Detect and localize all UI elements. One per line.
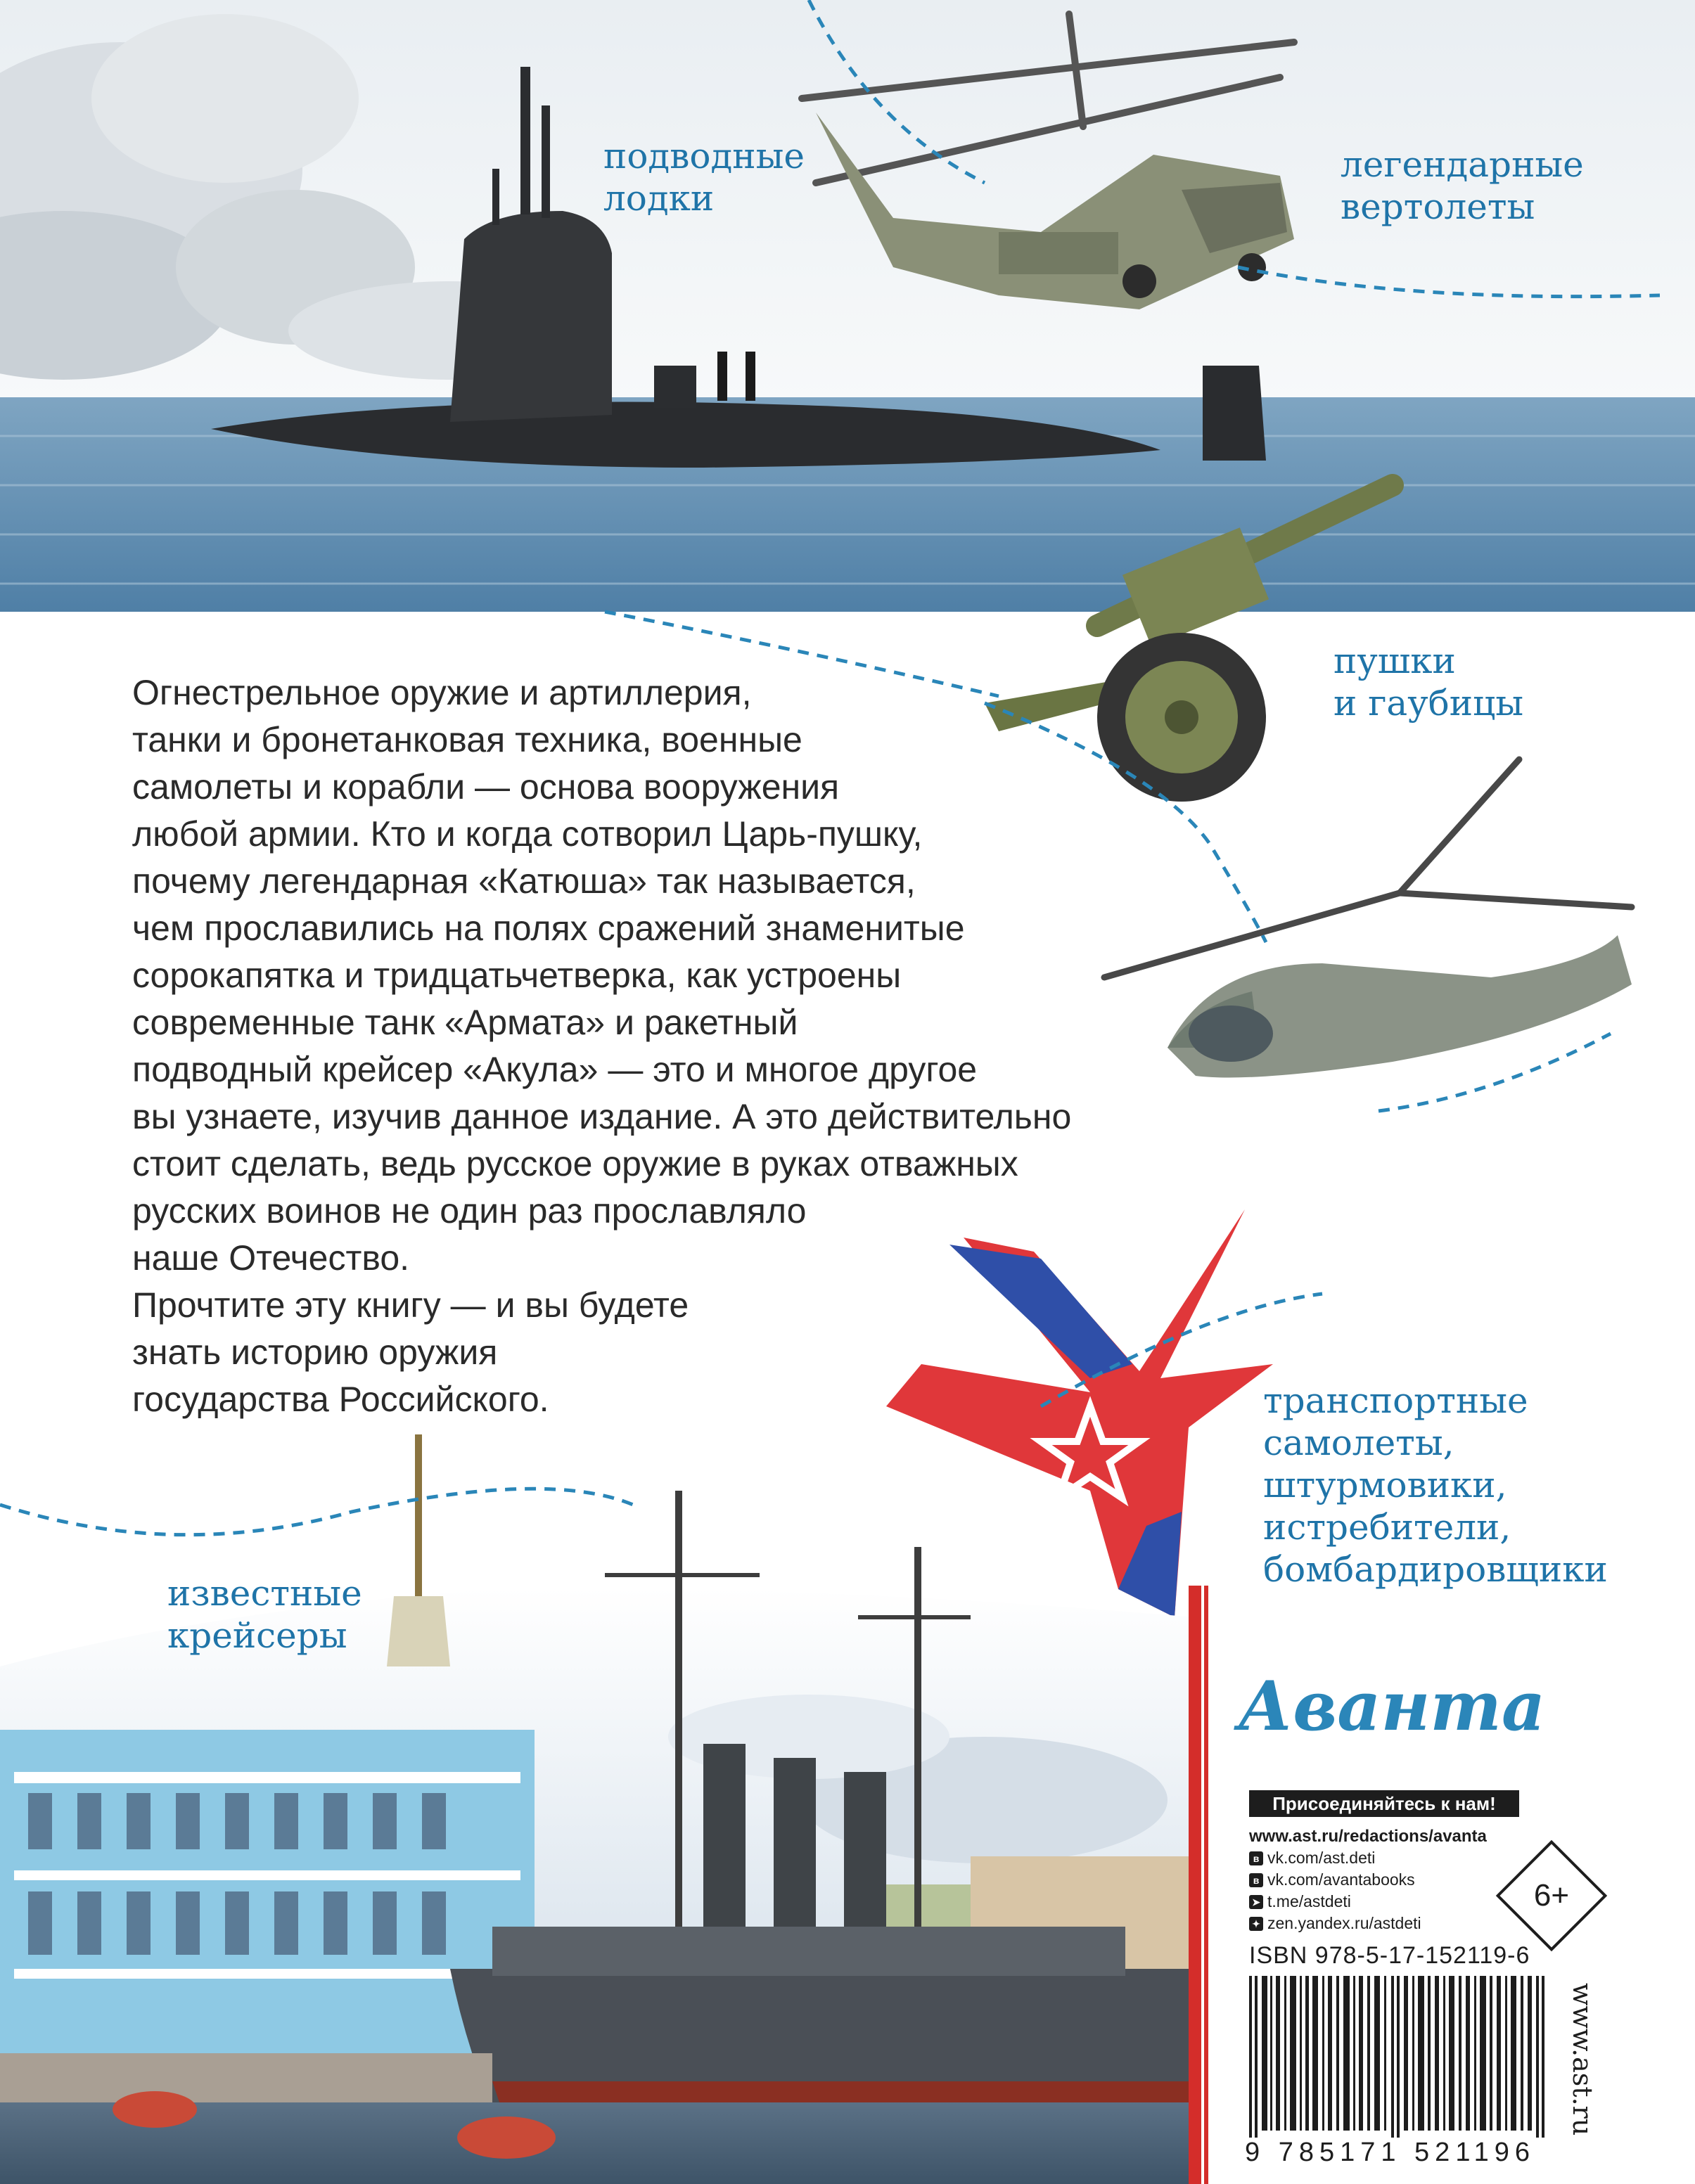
website-link[interactable]: www.ast.ru/redactions/avanta bbox=[1249, 1827, 1487, 1846]
social-link-telegram[interactable] bbox=[1249, 1891, 1487, 1913]
description-paragraph-2: Прочтите эту книгу — и вы будете знать историю оружия государства Российского. bbox=[132, 1285, 689, 1419]
label-cruisers: известные крейсеры bbox=[167, 1573, 362, 1656]
label-guns: пушки и гаубицы bbox=[1333, 641, 1524, 724]
description-paragraph-1: Огнестрельное оружие и артиллерия, танки и бронетанковая техника, военные самолеты и корабли — основа вооружения любой армии. Кто и когда сотворил Царь-пушку, почему легендарная «Катюша» так называется, чем прославились на полях сражений знаменитые сорокапятка и тридцатьчетверка, как устроены современные танк «Армата» и ракетный подводный крейсер «Акула» — это и многое другое вы узнаете, изучив данное издание. А это действительно стоит сделать, ведь русское оружие в руках отважных русских воинов не один раз прославляло наше Отечество. bbox=[132, 673, 1072, 1278]
telegram-icon: ➤ bbox=[1249, 1895, 1263, 1909]
age-rating-text: 6+ bbox=[1533, 1878, 1570, 1913]
social-link-vk-astdeti[interactable] bbox=[1249, 1847, 1487, 1869]
social-link-text: t.me/astdeti bbox=[1267, 1892, 1351, 1910]
label-submarines: подводные лодки bbox=[603, 136, 805, 219]
book-description bbox=[132, 669, 1215, 1423]
label-helicopters: легендарные вертолеты bbox=[1341, 144, 1584, 227]
barcode-image bbox=[1249, 1976, 1544, 2138]
zen-icon: ✦ bbox=[1249, 1917, 1263, 1931]
publisher-links bbox=[1249, 1825, 1487, 1934]
publisher-site-vertical[interactable]: www.ast.ru bbox=[1567, 1983, 1598, 2136]
label-aircraft: транспортные самолеты, штурмовики, истребители, бомбардировщики bbox=[1263, 1380, 1608, 1590]
social-link-text: vk.com/ast.deti bbox=[1267, 1849, 1376, 1867]
social-link-text: vk.com/avantabooks bbox=[1267, 1870, 1415, 1889]
barcode-number: 9 785171 521196 bbox=[1245, 2138, 1536, 2167]
social-link-text: zen.yandex.ru/astdeti bbox=[1267, 1914, 1421, 1932]
red-accent-stripe bbox=[1189, 1586, 1204, 2184]
social-link-vk-avantabooks[interactable] bbox=[1249, 1869, 1487, 1891]
vk-icon: в bbox=[1249, 1873, 1263, 1887]
join-us-banner: Присоединяйтесь к нам! bbox=[1249, 1790, 1519, 1817]
social-link-zen[interactable] bbox=[1249, 1913, 1487, 1934]
isbn-text: ISBN 978-5-17-152119-6 bbox=[1249, 1942, 1530, 1969]
publisher-logo: Аванта bbox=[1238, 1666, 1546, 1746]
vk-icon: в bbox=[1249, 1851, 1263, 1865]
